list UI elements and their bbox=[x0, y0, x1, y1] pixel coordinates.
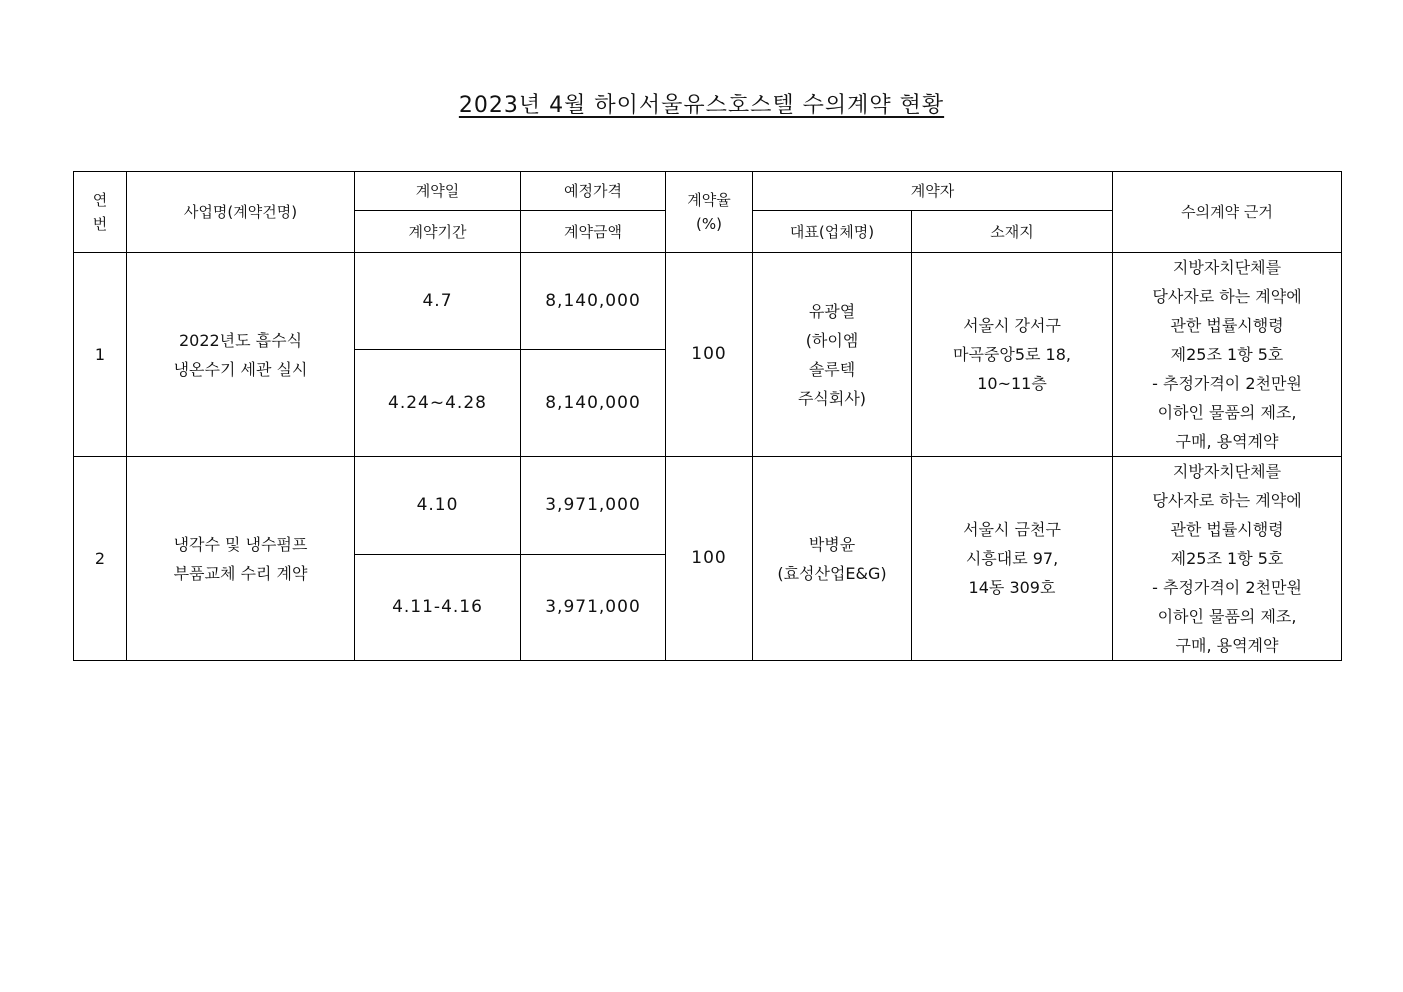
contract-basis: 지방자치단체를 당사자로 하는 계약에 관한 법률시행령 제25조 1항 5호 - 추정가격이 2천만원 이하인 물품의 제조, 구매, 용역계약 bbox=[1113, 253, 1342, 457]
representative: 유광열 (하이엠 솔루텍 주식회사) bbox=[753, 253, 912, 457]
contract-amount: 3,971,000 bbox=[521, 555, 666, 661]
estimated-price: 8,140,000 bbox=[521, 253, 666, 350]
contract-amount: 8,140,000 bbox=[521, 350, 666, 457]
header-rate: 계약율 (%) bbox=[666, 172, 753, 253]
header-estimated-price: 예정가격 bbox=[521, 172, 666, 211]
header-contract-date: 계약일 bbox=[355, 172, 521, 211]
contract-date: 4.10 bbox=[355, 457, 521, 555]
table-row bbox=[74, 253, 1342, 350]
header-project: 사업명(계약건명) bbox=[127, 172, 355, 253]
header-location: 소재지 bbox=[912, 211, 1113, 253]
representative: 박병윤 (효성산업E&G) bbox=[753, 457, 912, 661]
header-contract-amount: 계약금액 bbox=[521, 211, 666, 253]
header-seq: 연 번 bbox=[74, 172, 127, 253]
contract-rate: 100 bbox=[666, 253, 753, 457]
location: 서울시 강서구 마곡중앙5로 18, 10~11층 bbox=[912, 253, 1113, 457]
row-number: 1 bbox=[74, 253, 127, 457]
location: 서울시 금천구 시흥대로 97, 14동 309호 bbox=[912, 457, 1113, 661]
header-basis: 수의계약 근거 bbox=[1113, 172, 1342, 253]
document-title: 2023년 4월 하이서울유스호스텔 수의계약 현황 bbox=[458, 93, 945, 118]
contracts-table bbox=[73, 171, 1342, 661]
header-contract-period: 계약기간 bbox=[355, 211, 521, 253]
table-row bbox=[74, 457, 1342, 555]
contract-period: 4.11-4.16 bbox=[355, 555, 521, 661]
contract-period: 4.24~4.28 bbox=[355, 350, 521, 457]
project-name: 2022년도 흡수식 냉온수기 세관 실시 bbox=[127, 253, 355, 457]
contract-basis: 지방자치단체를 당사자로 하는 계약에 관한 법률시행령 제25조 1항 5호 - 추정가격이 2천만원 이하인 물품의 제조, 구매, 용역계약 bbox=[1113, 457, 1342, 661]
row-number: 2 bbox=[74, 457, 127, 661]
contract-rate: 100 bbox=[666, 457, 753, 661]
contract-date: 4.7 bbox=[355, 253, 521, 350]
project-name: 냉각수 및 냉수펌프 부품교체 수리 계약 bbox=[127, 457, 355, 661]
header-row-1 bbox=[74, 172, 1342, 211]
header-contractor: 계약자 bbox=[753, 172, 1113, 211]
header-representative: 대표(업체명) bbox=[753, 211, 912, 253]
estimated-price: 3,971,000 bbox=[521, 457, 666, 555]
